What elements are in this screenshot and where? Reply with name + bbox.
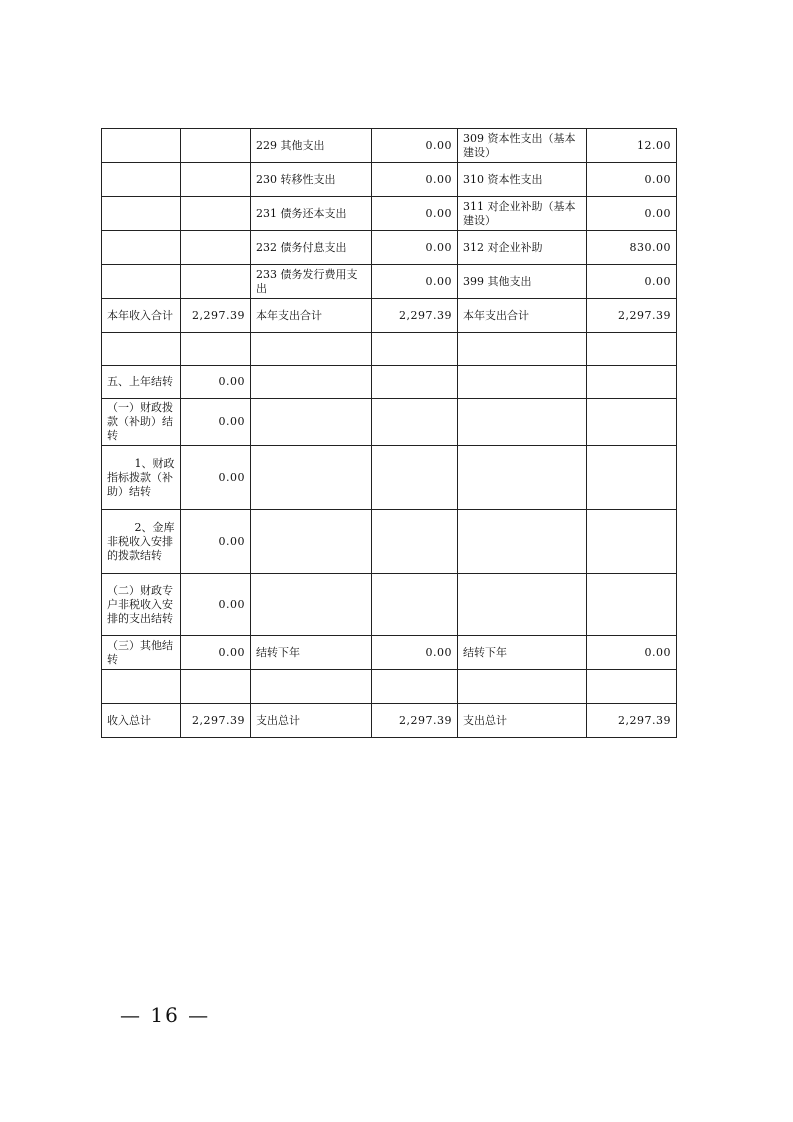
prev-year-carryover-value: 0.00 xyxy=(181,366,251,399)
fiscal-index-carryover-label: 1、财政指标拨款（补助）结转 xyxy=(102,446,181,510)
treasury-carryover-value: 0.00 xyxy=(181,510,251,574)
annual-expense-total-label: 本年支出合计 xyxy=(251,299,372,333)
blank-cell xyxy=(458,446,587,510)
blank-cell xyxy=(181,670,251,704)
expense-economic-item: 399 其他支出 xyxy=(458,265,587,299)
blank-cell xyxy=(372,510,458,574)
blank-cell xyxy=(458,366,587,399)
blank-cell xyxy=(587,574,677,636)
special-account-carryover-label: （二）财政专户非税收入安排的支出结转 xyxy=(102,574,181,636)
income-value-cell xyxy=(181,129,251,163)
income-item-cell xyxy=(102,265,181,299)
blank-cell xyxy=(587,446,677,510)
expense-economic-value: 830.00 xyxy=(587,231,677,265)
annual-income-total-label: 本年收入合计 xyxy=(102,299,181,333)
table-row xyxy=(102,197,677,231)
expense-economic-item: 310 资本性支出 xyxy=(458,163,587,197)
expense-economic-item: 312 对企业补助 xyxy=(458,231,587,265)
annual-total-row xyxy=(102,299,677,333)
expense-function-item: 232 债务付息支出 xyxy=(251,231,372,265)
special-account-carryover-value: 0.00 xyxy=(181,574,251,636)
blank-cell xyxy=(251,333,372,366)
blank-cell xyxy=(458,333,587,366)
grand-expense-total-label: 支出总计 xyxy=(251,704,372,738)
fiscal-grant-carryover-row xyxy=(102,399,677,446)
annual-expense-total-label-2: 本年支出合计 xyxy=(458,299,587,333)
next-year-carryover-value-2: 0.00 xyxy=(587,636,677,670)
income-value-cell xyxy=(181,197,251,231)
other-carryover-row xyxy=(102,636,677,670)
income-value-cell xyxy=(181,231,251,265)
expense-function-item: 229 其他支出 xyxy=(251,129,372,163)
fiscal-grant-carryover-value: 0.00 xyxy=(181,399,251,446)
annual-income-total-value: 2,297.39 xyxy=(181,299,251,333)
expense-economic-value: 12.00 xyxy=(587,129,677,163)
expense-economic-value: 0.00 xyxy=(587,163,677,197)
blank-cell xyxy=(251,446,372,510)
blank-cell xyxy=(458,399,587,446)
budget-summary-table xyxy=(101,128,677,738)
blank-cell xyxy=(102,670,181,704)
expense-function-item: 233 债务发行费用支出 xyxy=(251,265,372,299)
income-value-cell xyxy=(181,265,251,299)
table-row xyxy=(102,163,677,197)
special-account-carryover-row xyxy=(102,574,677,636)
income-item-cell xyxy=(102,129,181,163)
blank-cell xyxy=(372,670,458,704)
expense-function-value: 0.00 xyxy=(372,197,458,231)
treasury-carryover-label: 2、金库非税收入安排的拨款结转 xyxy=(102,510,181,574)
blank-cell xyxy=(251,510,372,574)
next-year-carryover-label-2: 结转下年 xyxy=(458,636,587,670)
grand-income-total-value: 2,297.39 xyxy=(181,704,251,738)
next-year-carryover-value: 0.00 xyxy=(372,636,458,670)
blank-cell xyxy=(587,366,677,399)
table-row xyxy=(102,129,677,163)
income-item-cell xyxy=(102,163,181,197)
expense-economic-value: 0.00 xyxy=(587,265,677,299)
blank-row xyxy=(102,670,677,704)
blank-cell xyxy=(372,366,458,399)
blank-cell xyxy=(587,399,677,446)
page-number: — 16 — xyxy=(120,1003,211,1027)
expense-function-value: 0.00 xyxy=(372,129,458,163)
blank-cell xyxy=(102,333,181,366)
blank-row xyxy=(102,333,677,366)
income-item-cell xyxy=(102,231,181,265)
expense-function-value: 0.00 xyxy=(372,265,458,299)
other-carryover-value: 0.00 xyxy=(181,636,251,670)
fiscal-grant-carryover-label: （一）财政拨款（补助）结转 xyxy=(102,399,181,446)
blank-cell xyxy=(251,574,372,636)
expense-economic-item: 309 资本性支出（基本建设） xyxy=(458,129,587,163)
annual-expense-total-value: 2,297.39 xyxy=(372,299,458,333)
blank-cell xyxy=(251,399,372,446)
fiscal-index-carryover-value: 0.00 xyxy=(181,446,251,510)
grand-expense-total-label-2: 支出总计 xyxy=(458,704,587,738)
expense-economic-value: 0.00 xyxy=(587,197,677,231)
blank-cell xyxy=(372,399,458,446)
expense-function-item: 231 债务还本支出 xyxy=(251,197,372,231)
prev-year-carryover-label: 五、上年结转 xyxy=(102,366,181,399)
blank-cell xyxy=(458,670,587,704)
income-value-cell xyxy=(181,163,251,197)
grand-income-total-label: 收入总计 xyxy=(102,704,181,738)
blank-cell xyxy=(587,333,677,366)
income-item-cell xyxy=(102,197,181,231)
expense-function-value: 0.00 xyxy=(372,163,458,197)
grand-expense-total-value-2: 2,297.39 xyxy=(587,704,677,738)
blank-cell xyxy=(372,574,458,636)
blank-cell xyxy=(587,510,677,574)
next-year-carryover-label: 结转下年 xyxy=(251,636,372,670)
other-carryover-label: （三）其他结转 xyxy=(102,636,181,670)
blank-cell xyxy=(181,333,251,366)
expense-function-value: 0.00 xyxy=(372,231,458,265)
blank-cell xyxy=(587,670,677,704)
blank-cell xyxy=(372,446,458,510)
blank-cell xyxy=(251,670,372,704)
blank-cell xyxy=(251,366,372,399)
annual-expense-total-value-2: 2,297.39 xyxy=(587,299,677,333)
prev-year-carryover-row xyxy=(102,366,677,399)
expense-function-item: 230 转移性支出 xyxy=(251,163,372,197)
expense-economic-item: 311 对企业补助（基本建设） xyxy=(458,197,587,231)
blank-cell xyxy=(458,510,587,574)
grand-total-row xyxy=(102,704,677,738)
blank-cell xyxy=(458,574,587,636)
table-row xyxy=(102,265,677,299)
treasury-carryover-row xyxy=(102,510,677,574)
fiscal-index-carryover-row xyxy=(102,446,677,510)
table-row xyxy=(102,231,677,265)
blank-cell xyxy=(372,333,458,366)
grand-expense-total-value: 2,297.39 xyxy=(372,704,458,738)
